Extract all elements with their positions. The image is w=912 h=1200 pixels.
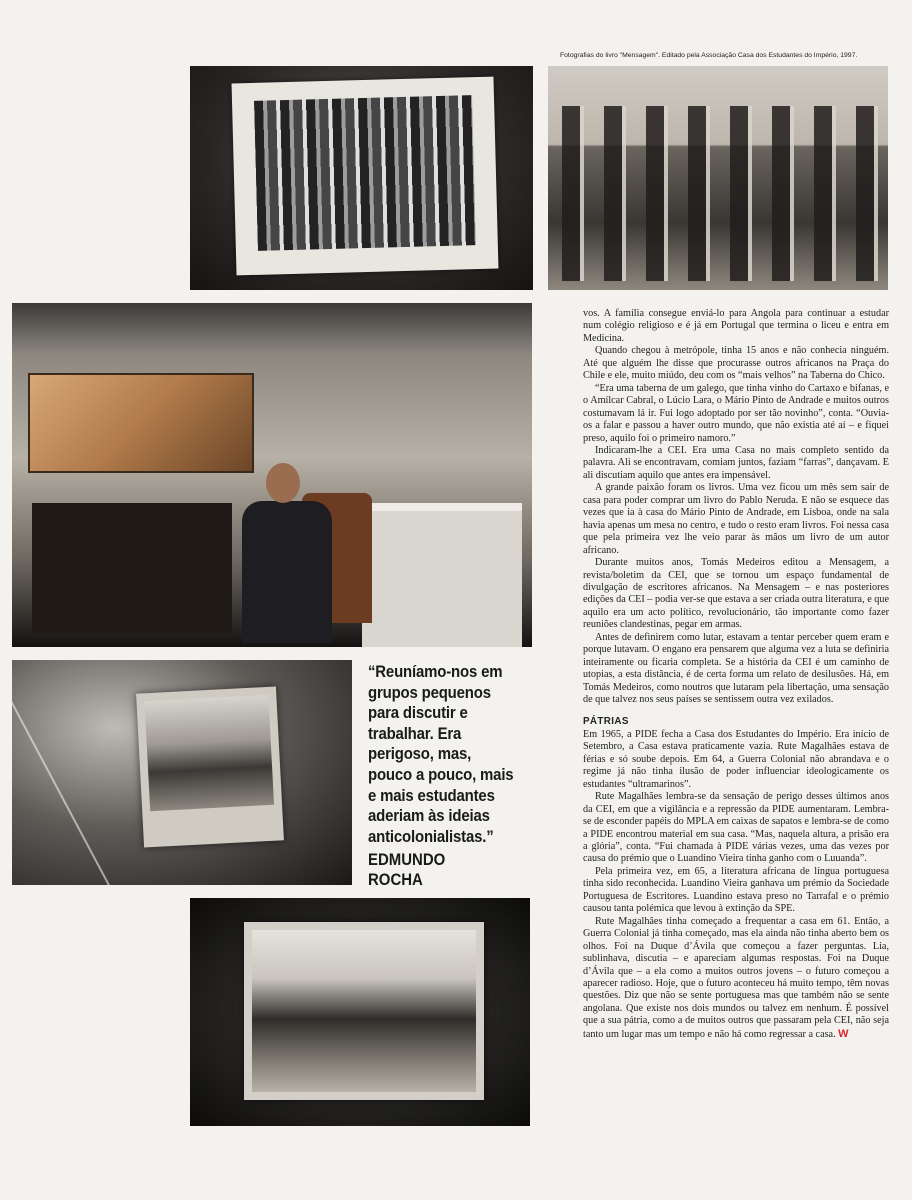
article-paragraph: Pela primeira vez, em 65, a literatura africana de língua portuguesa tinha sido reconhecida. Luandino Vieira ganhava um prémio da Sociedade Portuguesa de Escritores. Luandino estava preso no Tarrafal e o prémio causou tanta polémica que levou à extinção da SPE. bbox=[583, 865, 889, 915]
end-mark: W bbox=[838, 1027, 849, 1040]
photo-frame bbox=[136, 686, 284, 847]
article-paragraph: Rute Magalhães lembra-se da sensação de perigo desses últimos anos da CEI, em que a vigilância e a repressão da PIDE aumentaram. Lembra-se de esconder papéis do MPLA em caixas de sapatos e lembra-se de como a PIDE encontrou material em sua casa. “Mas, naquela altura, a prisão era a glória”, conta. “Fui chamada à PIDE várias vezes, uma das vezes por causa do prémio que o Luandino Vieira tinha ganho com o Luuanda”. bbox=[583, 791, 889, 865]
article-paragraph: Antes de definirem como lutar, estavam a tentar perceber quem eram e porque lutavam. O engano era pensarem que alguma vez a luta se definiria inteiramente ou ficaria completa. Se a história da CEI é um caminho de utopias, a esta distância, é de certa forma um relato de desilusões. Há, em Tomás Medeiros, como noutros que lutaram pela libertação, uma sensação de que talvez nos seus países se sentissem outra vez exilados. bbox=[583, 631, 889, 706]
article-paragraph: Durante muitos anos, Tomás Medeiros editou a Mensagem, a revista/boletim da CEI, que se tornou um espaço fundamental de divulgação de escritores africanos. Na Mensagem – e nas posteriores edições da CEI – podia ver-se que estava a ser criada outra literatura, e que aquilo era um acto político, revolucionário, tão importante como fazer reuniões clandestinas, pegar em armas. bbox=[583, 557, 889, 631]
photo-frame bbox=[232, 77, 499, 276]
students-group-photo bbox=[190, 66, 533, 290]
wall-painting bbox=[28, 373, 254, 473]
football-team-photo bbox=[548, 66, 888, 290]
article-body bbox=[583, 308, 889, 1188]
article-paragraph: A grande paixão foram os livros. Uma vez ficou um mês sem sair de casa para poder comprar um livro do Pablo Neruda. E não se esquece das vezes que ia à casa do Mário Pinto de Andrade, em Lisboa, onde na sala havia apenas um mesa no centro, e tudo o resto eram livros. Foi nessa casa que pela primeira vez lhe veio parar às mãos um livro de um autor africano. bbox=[583, 482, 889, 556]
article-paragraph: Quando chegou à metrópole, tinha 15 anos e não conhecia ninguém. Até que alguém lhe disse que procurasse outros africanos na Praça do Chile e ele, muito miúdo, deu com os “mais velhos” na Taberna do Chico. bbox=[583, 345, 889, 382]
author-first-name: EDMUNDO bbox=[368, 850, 446, 869]
article-paragraph bbox=[583, 916, 889, 1042]
article-paragraph: Indicaram-lhe a CEI. Era uma Casa no mais completo sentido da palavra. Ali se encontravam, comiam juntos, faziam “farras”, dançavam. E ali discutiam aquilo que antes era impensável. bbox=[583, 444, 889, 481]
section-heading: PÁTRIAS bbox=[583, 715, 629, 727]
article-paragraph-text: Rute Magalhães tinha começado a frequentar a casa em 61. Então, a Guerra Colonial já tinha começado, mas ela ainda não tinha aberto bem os olhos. Foi na Duque d’Ávila que começou a fazer perguntas. Lia, sublinhava, discutia – e apareciam algumas respostas. Foi na Duque d’Ávila que – a ela como a muitos outros jovens – o futuro começou a aparecer radioso. Hoje, que o futuro aconteceu há muito tempo, têm novas questões. Diz que não se sente portuguesa mas que também não se sente angolana. Que existe nos dois mundos ou talvez em nenhum. É possível que a sua pátria, como a de muitos outros que passaram pela CEI, não seja tanto um lugar mas um tempo e não há como regressar a casa. bbox=[583, 915, 889, 1040]
framed-old-group-photo bbox=[12, 660, 352, 885]
living-room-portrait-photo bbox=[12, 303, 532, 647]
article-paragraph: Em 1965, a PIDE fecha a Casa dos Estudantes do Império. Era início de Setembro, a Casa estava praticamente vazia. Rute Magalhães estava de férias e só soube depois. Em 64, a Guerra Colonial não abrandava e o regime já não tinha ilusão de poder influenciar ideologicamente os estudantes “ultramarinos”. bbox=[583, 728, 889, 790]
article-paragraph: “Era uma taberna de um galego, que tinha vinho do Cartaxo e bifanas, e o Amílcar Cabral, o Lúcio Lara, o Mário Pinto de Andrade e muitos outros costumavam lá ir. Fui logo adoptado por ser tão novinho”, conta. “Ouvia-os a falar e passou a haver outro mundo, que não existia até aí – e fiquei preso, aquilo foi o primeiro namoro.” bbox=[583, 382, 889, 444]
author-last-name: ROCHA bbox=[368, 870, 423, 889]
pull-quote: “Reuníamo-nos em grupos pequenos para discutir e trabalhar. Era perigoso, mas, pouco a pouco, mais e mais estudantes aderiam às ideias anticolonialistas.” bbox=[368, 662, 514, 846]
article-paragraph: vos. A família consegue enviá-lo para Angola para continuar a estudar num colégio religioso e é já em Portugal que termina o liceu e entra em Medicina. bbox=[583, 308, 889, 344]
meeting-photo bbox=[190, 898, 530, 1126]
photo-credit: Fotografias do livro "Mensagem". Editado pela Associação Casa dos Estudantes do Império, 1997. bbox=[560, 52, 858, 59]
photo-frame bbox=[244, 922, 484, 1100]
pull-quote-author bbox=[368, 850, 518, 890]
seated-man bbox=[232, 463, 332, 643]
